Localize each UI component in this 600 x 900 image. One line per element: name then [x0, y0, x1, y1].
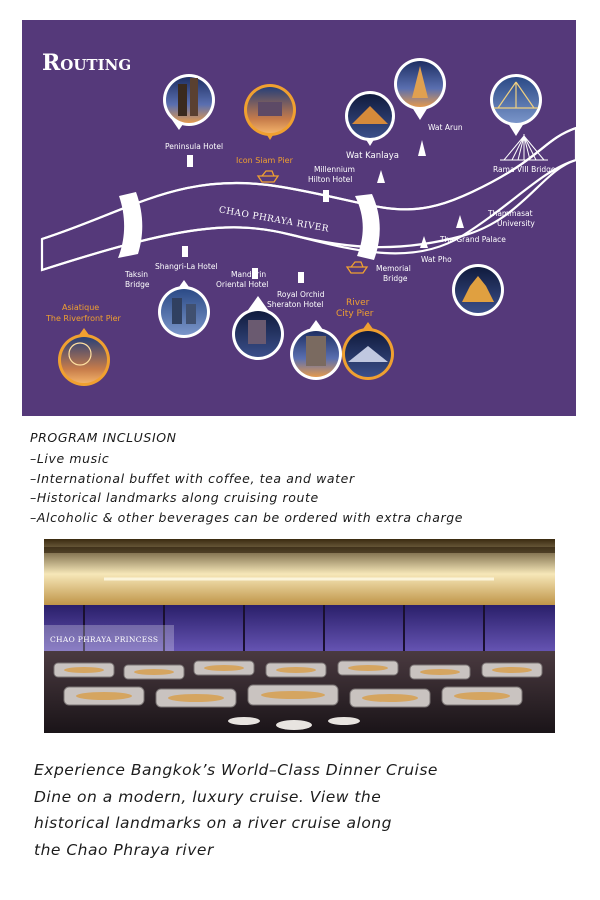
- label-thammasat-2: University: [497, 219, 535, 228]
- label-icon-siam-pier: Icon Siam Pier: [236, 156, 293, 165]
- label-memorial-bridge-1: Memorial: [376, 264, 411, 273]
- label-asiatique-2: The Riverfront Pier: [46, 314, 121, 323]
- buffet-dining-photo: [44, 539, 555, 733]
- tagline-line: Experience Bangkok’s World–Class Dinner Cruise: [34, 761, 438, 779]
- label-memorial-bridge-2: Bridge: [383, 274, 408, 283]
- program-item: –International buffet with coffee, tea and water: [30, 470, 355, 486]
- tagline-line: Dine on a modern, luxury cruise. View the: [34, 787, 382, 806]
- grand-palace-pin: [452, 264, 504, 316]
- label-taksin-bridge-2: Bridge: [125, 280, 150, 289]
- program-item: –Alcoholic & other beverages can be ordered with extra charge: [30, 509, 464, 525]
- label-mandarin-2: Oriental Hotel: [216, 280, 269, 289]
- label-river-city-pier-1: River: [346, 298, 370, 308]
- tagline-line: historical landmarks on a river cruise along: [34, 814, 392, 832]
- program-inclusion: [30, 430, 590, 527]
- label-rama-viii-bridge: Rama VIII Bridge: [493, 165, 556, 174]
- tagline: [34, 757, 594, 863]
- label-shangri-la: Shangri-La Hotel: [155, 262, 218, 271]
- label-royal-orchid-2: Sheraton Hotel: [267, 300, 324, 309]
- program-item: –Live music: [30, 451, 110, 466]
- label-millennium-hilton-1: Millennium: [314, 165, 355, 174]
- label-thammasat-1: Thammasat: [488, 209, 533, 218]
- program-heading: PROGRAM INCLUSION: [30, 430, 177, 445]
- label-mandarin-1: Mandarin: [231, 270, 267, 279]
- label-wat-kanlaya: Wat Kanlaya: [346, 151, 399, 161]
- label-asiatique-1: Asiatique: [62, 303, 100, 312]
- label-millennium-hilton-2: Hilton Hotel: [308, 175, 353, 184]
- ship-name-sign: CHAO PHRAYA PRINCESS: [50, 635, 159, 644]
- label-wat-arun: Wat Arun: [428, 123, 463, 132]
- tagline-line: the Chao Phraya river: [34, 840, 214, 859]
- map-title: Routing: [42, 50, 132, 76]
- label-wat-pho: Wat Pho: [421, 255, 452, 264]
- label-river-city-pier-2: City Pier: [336, 309, 374, 319]
- label-grand-palace: The Grand Palace: [440, 235, 506, 244]
- label-taksin-bridge-1: Taksin: [125, 270, 149, 279]
- program-item: –Historical landmarks along cruising route: [30, 490, 319, 505]
- label-royal-orchid-1: Royal Orchid: [277, 290, 325, 299]
- river-label: CHAO PHRAYA RIVER: [218, 205, 330, 235]
- label-peninsula-hotel: Peninsula Hotel: [165, 142, 224, 151]
- routing-map: [22, 20, 576, 416]
